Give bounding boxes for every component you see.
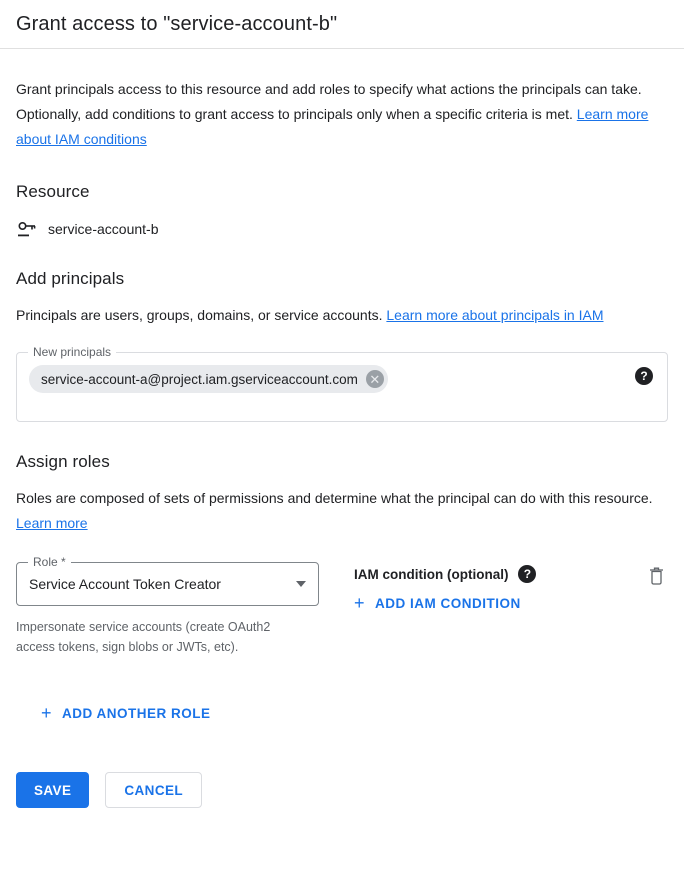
- add-another-role-button[interactable]: [41, 704, 211, 722]
- resource-heading: Resource: [16, 182, 90, 201]
- principal-chip[interactable]: [29, 365, 388, 393]
- plus-icon: +: [41, 703, 53, 723]
- panel-footer: [16, 772, 668, 808]
- panel-header: [0, 0, 684, 49]
- help-icon[interactable]: ?: [635, 367, 653, 385]
- trash-icon[interactable]: [648, 566, 665, 590]
- roles-learn-more-link[interactable]: Learn more: [16, 515, 88, 531]
- role-select-value: Service Account Token Creator: [29, 576, 221, 592]
- chevron-down-icon[interactable]: [296, 581, 306, 587]
- role-description: Impersonate service accounts (create OAuth2 access tokens, sign blobs or JWTs, etc).: [16, 620, 271, 654]
- assign-roles-heading: Assign roles: [16, 452, 110, 471]
- close-icon[interactable]: ✕: [366, 370, 384, 388]
- panel-content: [0, 77, 684, 808]
- role-select[interactable]: [16, 555, 319, 606]
- add-another-role-wrap: [41, 693, 668, 724]
- page-title: Grant access to "service-account-b": [16, 12, 338, 35]
- new-principals-label: New principals: [28, 345, 116, 359]
- intro-text: [16, 77, 666, 152]
- iam-condition-column: [354, 562, 636, 614]
- add-iam-condition-button[interactable]: [354, 594, 521, 612]
- add-principals-description: [16, 303, 666, 328]
- principals-learn-more-link[interactable]: Learn more about principals in IAM: [386, 307, 604, 323]
- assign-roles-description-body: Roles are composed of sets of permissions and determine what the principal can do with this resource.: [16, 490, 653, 506]
- add-another-role-label: ADD ANOTHER ROLE: [62, 705, 211, 721]
- assign-roles-description: [16, 486, 666, 536]
- iam-conditions-learn-more-link[interactable]: Learn more about IAM conditions: [16, 106, 649, 147]
- add-principals-description-body: Principals are users, groups, domains, or service accounts.: [16, 307, 387, 323]
- role-row: [16, 555, 668, 657]
- service-account-icon: [16, 219, 38, 239]
- intro-text-body: Grant principals access to this resource and add roles to specify what actions the principals can take. Optionally, add conditions to grant access to principals only when a specific criteria is met.: [16, 81, 642, 122]
- role-select-column: [16, 555, 319, 657]
- iam-condition-header: [354, 565, 636, 583]
- plus-icon: +: [354, 593, 366, 613]
- new-principals-field[interactable]: [16, 345, 668, 422]
- new-principals-help-icon[interactable]: [635, 367, 653, 385]
- principal-chip-label: service-account-a@project.iam.gserviceaccount.com: [41, 371, 358, 387]
- save-button[interactable]: SAVE: [16, 772, 89, 808]
- add-principals-heading: Add principals: [16, 269, 125, 288]
- cancel-button[interactable]: CANCEL: [105, 772, 202, 808]
- help-icon[interactable]: ?: [518, 565, 536, 583]
- role-select-label: Role *: [28, 555, 71, 569]
- delete-role-button[interactable]: [644, 566, 668, 590]
- add-iam-condition-label: ADD IAM CONDITION: [375, 595, 521, 611]
- resource-row: [16, 219, 668, 239]
- resource-name: service-account-b: [48, 221, 159, 237]
- iam-condition-label: IAM condition (optional): [354, 566, 509, 582]
